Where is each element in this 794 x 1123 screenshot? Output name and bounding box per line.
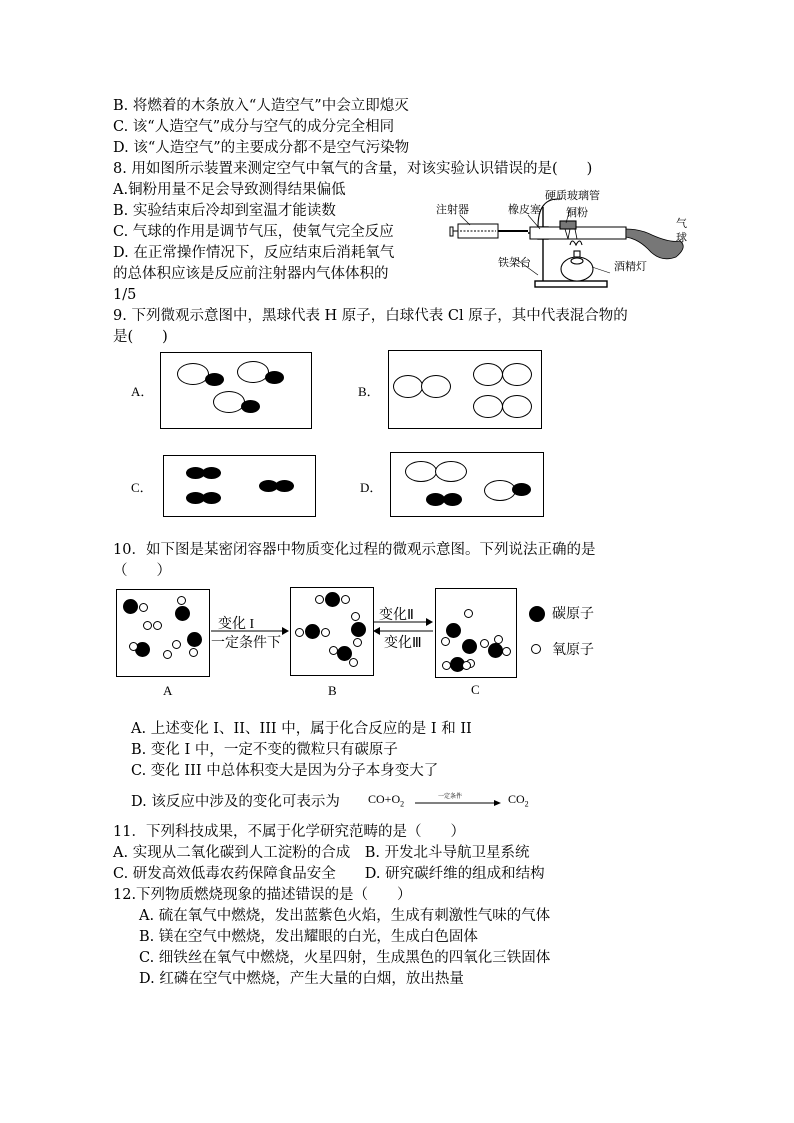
- q10-equation: [368, 792, 404, 812]
- q9-stem-line1: 9. 下列微观示意图中，黑球代表 H 原子，白球代表 Cl 原子，其中代表混合物的: [113, 308, 628, 324]
- chlorine-atom: [213, 391, 245, 413]
- hydrogen-atom: [202, 492, 221, 504]
- label-alcohol-lamp: 酒精灯: [614, 260, 647, 273]
- hydrogen-atom: [443, 493, 462, 506]
- legend-carbon-label: 碳原子: [552, 606, 594, 622]
- equation-right-sub: 2: [524, 799, 529, 809]
- arrow2-bottom-label: 变化Ⅲ: [384, 636, 422, 651]
- oxygen-atom: [329, 646, 338, 655]
- oxygen-atom: [349, 658, 358, 667]
- chlorine-atom: [237, 361, 269, 383]
- q9-label-b: B．: [358, 384, 380, 399]
- hydrogen-atom: [275, 480, 294, 492]
- legend-oxygen-marker: [531, 644, 541, 654]
- chlorine-atom: [502, 395, 532, 418]
- equation-arrow-icon: [414, 799, 502, 807]
- oxygen-atom: [143, 621, 152, 630]
- q11-stem: 11．下列科技成果，不属于化学研究范畴的是（ ）: [113, 824, 465, 840]
- q9-option-c-box: [163, 455, 316, 517]
- label-copper: 铜粉: [566, 206, 588, 219]
- q10-box-c: [435, 588, 517, 678]
- chlorine-atom: [473, 363, 503, 386]
- oxygen-atom: [139, 603, 148, 612]
- q10-option-b: B. 变化 I 中，一定不变的微粒只有碳原子: [131, 742, 398, 758]
- carbon-atom: [187, 632, 202, 647]
- chlorine-atom: [421, 375, 451, 398]
- q12-option-a: A. 硫在氧气中燃烧，发出蓝紫色火焰，生成有刺激性气味的气体: [139, 908, 551, 924]
- oxygen-atom: [153, 621, 162, 630]
- equation-left: CO+O: [368, 792, 401, 806]
- q10-option-c: C. 变化 III 中总体积变大是因为分子本身变大了: [131, 763, 439, 779]
- q9-option-b-box: [388, 350, 542, 429]
- q7-option-d: D. 该“人造空气”的主要成分都不是空气污染物: [113, 140, 410, 156]
- label-iron-stand: 铁架台: [498, 256, 531, 269]
- oxygen-atom: [353, 638, 362, 647]
- balloon-drawing: [626, 229, 683, 259]
- q10-box-a: [116, 589, 210, 677]
- carbon-atom: [462, 639, 477, 654]
- q8-option-d-line2: 的总体积应该是反应前注射器内气体体积的: [113, 266, 389, 282]
- oxygen-atom: [172, 640, 181, 649]
- q8-stem: 8. 用如图所示装置来测定空气中氧气的含量，对该实验认识错误的是( ): [113, 161, 593, 177]
- q10-stem-line2: （ ）: [113, 563, 171, 579]
- q10-label-a: A: [163, 683, 173, 698]
- carbon-atom: [488, 643, 503, 658]
- q8-option-d-line1: D. 在正常操作情况下，反应结束后消耗氧气: [113, 245, 395, 261]
- chlorine-atom: [393, 375, 423, 398]
- equation-right: CO: [508, 792, 525, 806]
- oxygen-atom: [315, 595, 324, 604]
- oxygen-atom: [441, 637, 450, 646]
- oxygen-atom: [321, 628, 330, 637]
- label-syringe: 注射器: [436, 203, 469, 216]
- q10-stem-line1: 10．如下图是某密闭容器中物质变化过程的微观示意图。下列说法正确的是: [113, 542, 596, 558]
- carbon-atom: [446, 623, 461, 638]
- carbon-atom: [351, 622, 366, 637]
- chlorine-atom: [502, 363, 532, 386]
- q9-label-d: D．: [360, 480, 383, 495]
- oxygen-atom: [177, 596, 186, 605]
- chlorine-atom: [177, 363, 209, 385]
- q11-options-cd: C. 研发高效低毒农药保障食品安全 D. 研究碳纤维的组成和结构: [113, 866, 545, 882]
- oxygen-atom: [295, 628, 304, 637]
- equation-right-wrap: [508, 792, 529, 808]
- q7-option-b: B. 将燃着的木条放入“人造空气”中会立即熄灭: [113, 98, 409, 114]
- arrow2-top-label: 变化Ⅱ: [379, 608, 414, 623]
- oxygen-atom: [163, 650, 172, 659]
- label-glass-tube: 硬质玻璃管: [545, 189, 600, 202]
- oxygen-atom: [464, 609, 473, 618]
- q8-option-a: A.铜粉用量不足会导致测得结果偏低: [113, 182, 346, 198]
- hydrogen-atom: [241, 400, 260, 413]
- hydrogen-atom: [205, 373, 224, 386]
- q9-option-a-box: [160, 352, 312, 429]
- chlorine-atom: [405, 461, 437, 482]
- q12-option-d: D. 红磷在空气中燃烧，产生大量的白烟，放出热量: [139, 971, 464, 987]
- chlorine-atom: [435, 461, 467, 482]
- q10-box-b: [290, 587, 374, 676]
- q12-option-b: B. 镁在空气中燃烧，发出耀眼的白光，生成白色固体: [139, 929, 478, 945]
- label-stopper: 橡皮塞: [508, 203, 541, 216]
- legend-oxygen-label: 氧原子: [552, 642, 594, 658]
- q9-label-c: C．: [131, 480, 153, 495]
- q11-options-ab: A. 实现从二氧化碳到人工淀粉的合成 B. 开发北斗导航卫星系统: [113, 845, 530, 861]
- arrow1-top-label: 变化 I: [218, 617, 255, 632]
- oxygen-atom: [341, 595, 350, 604]
- label-balloon: 气球: [676, 217, 687, 244]
- q12-stem: 12.下列物质燃烧现象的描述错误的是（ ）: [113, 887, 412, 903]
- chlorine-atom: [473, 395, 503, 418]
- hydrogen-atom: [512, 483, 531, 496]
- oxygen-atom: [129, 642, 138, 651]
- q9-option-d-box: [390, 452, 544, 517]
- hydrogen-atom: [265, 371, 284, 384]
- oxygen-atom: [502, 647, 511, 656]
- carbon-atom: [175, 606, 190, 621]
- q10-option-a: A. 上述变化 I、II、III 中，属于化合反应的是 I 和 II: [131, 721, 472, 737]
- q8-option-c: C. 气球的作用是调节气压，使氧气完全反应: [113, 224, 394, 240]
- q7-option-c: C. 该“人造空气”成分与空气的成分完全相同: [113, 119, 395, 135]
- legend-carbon-marker: [529, 606, 545, 622]
- alcohol-lamp-drawing: [561, 241, 593, 281]
- q8-option-b: B. 实验结束后冷却到室温才能读数: [113, 203, 336, 219]
- q12-option-c: C. 细铁丝在氧气中燃烧，火星四射，生成黑色的四氧化三铁固体: [139, 950, 551, 966]
- oxygen-atom: [462, 661, 471, 670]
- q10-label-b: B: [328, 683, 337, 698]
- carbon-atom: [123, 599, 138, 614]
- oxygen-atom: [189, 648, 198, 657]
- equation-left-sub: 2: [400, 799, 405, 809]
- equation-condition: 一定条件: [438, 793, 463, 800]
- q10-label-c: C: [471, 682, 480, 697]
- carbon-atom: [325, 592, 340, 607]
- q10-option-d: D. 该反应中涉及的变化可表示为: [131, 794, 340, 810]
- q8-option-d-line3: 1/5: [113, 287, 137, 303]
- hydrogen-atom: [202, 467, 221, 479]
- oxygen-atom: [351, 612, 360, 621]
- carbon-atom: [305, 624, 320, 639]
- q9-stem-line2: 是( ): [113, 329, 168, 345]
- oxygen-atom: [442, 661, 451, 670]
- arrow1-bottom-label: 一定条件下: [211, 636, 281, 651]
- syringe-drawing: [450, 224, 528, 238]
- q9-label-a: A．: [131, 384, 154, 399]
